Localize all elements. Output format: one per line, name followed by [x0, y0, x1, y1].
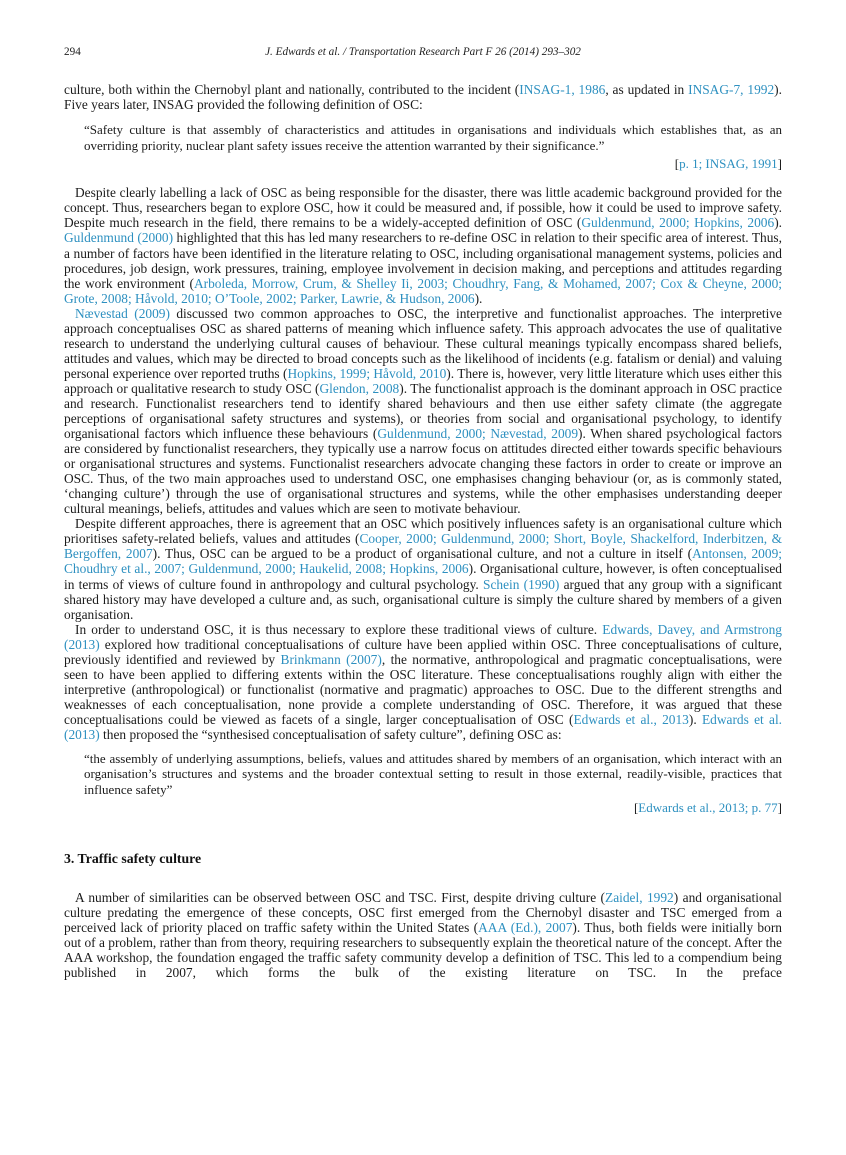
paragraph-traditional-views [64, 622, 782, 742]
text-run: ). [474, 290, 483, 306]
text-run: culture, both within the Chernobyl plant and nationally, contributed to the incident ( [64, 82, 520, 97]
text-run: “Safety culture is that assembly of characteristics and attitudes in organisations and individuals which establishes that, as an overriding priority, nuclear plant safety issues receive the attention warranted by their significance.” [84, 122, 782, 153]
citation-link[interactable]: Guldenmund (2000) [64, 230, 174, 246]
citation-link[interactable]: Brinkmann (2007) [280, 651, 382, 667]
text-run: argued that any group with a significant shared history may have developed a culture and, as such, organisational culture is simply the culture shared by members of a given organisation. [64, 576, 783, 622]
text-run: Despite different approaches, there is agreement that an OSC which positively influences safety is an organisational culture which prioritises safety-related beliefs, values and attitudes ( [64, 516, 782, 547]
citation-link[interactable]: Glendon, 2008 [319, 380, 400, 396]
citation-link[interactable]: INSAG-1, 1986 [519, 82, 606, 97]
page-number: 294 [64, 46, 81, 58]
running-title: J. Edwards et al. / Transportation Research Part F 26 (2014) 293–302 [265, 46, 581, 58]
citation-link[interactable]: Edwards, Davey, and Armstrong (2013) [64, 621, 782, 652]
block-quote-edwards [84, 751, 782, 797]
block-quote-insag [84, 122, 782, 153]
citation-link[interactable]: Schein (1990) [483, 576, 560, 592]
section-heading-traffic-safety-culture: 3. Traffic safety culture [64, 850, 202, 866]
text-run: explored how traditional conceptualisations of culture have been applied within OSC. Three conceptualisations of culture, previously identified and reviewed by [64, 636, 782, 667]
citation-link[interactable]: INSAG-7, 1992 [688, 82, 775, 97]
text-run: [ [674, 155, 680, 171]
text-run: ). [774, 215, 782, 231]
text-run: ] [777, 155, 782, 171]
text-run: ). The functionalist approach is the dominant approach in OSC practice and research. Functionalist researchers tend to identify shared behaviours and then use either safety climate (the aggregate perceptions of organisational safety structures and systems), or theories from social and organisational psychology, to identify organisational factors which influence these behaviours ( [64, 380, 783, 442]
text-run: ). Thus, OSC can be argued to be a product of organisational culture, and not a culture in itself ( [152, 546, 693, 562]
text-run: ). Organisational culture, however, is often conceptualised in terms of views of culture found in anthropology and cultural psychology. [64, 561, 782, 592]
citation-link[interactable]: Arboleda, Morrow, Crum, & Shelley Ii, 2003; Choudhry, Fang, & Mohamed, 2007; Cox & Cheyne, 2000; Grote, 2008; Håvold, 2010; O’Toole, 2002; Parker, Lawrie, & Hudson, 2006 [64, 275, 782, 306]
text-run: ). Thus, both fields were initially born out of a problem, rather than from theory, requiring researchers to subsequently explain the theoretical nature of the concept. After the AAA workshop, the foundation engaged the traffic safety community develop a definition of TSC. This led to a compendium being published in 2007, which forms the bulk of the existing literature on TSC. In the preface [64, 919, 782, 980]
text-run: ). There is, however, very little literature which uses either this approach or qualitative research to study OSC ( [64, 365, 783, 396]
citation-link[interactable]: Cooper, 2000; Guldenmund, 2000; Short, Boyle, Shackelford, Inderbitzen, & Bergoffen, 2007 [64, 531, 782, 562]
paragraph-two-approaches [64, 306, 782, 517]
quote-attribution-edwards [84, 800, 782, 815]
text-run: , the normative, anthropological and pragmatic conceptualisations, were seen to have been applied to differing extents within the OSC literature. These conceptualisations roughly align with either the interpretive (anthropological) or functionalist (normative and pragmatic) approaches to OSC. Due to the different strengths and weaknesses of each conceptualisation, none provide a complete understanding of OSC. Therefore, it was argued that these conceptualisations could be viewed as facets of a single, larger conceptualisation of OSC ( [64, 651, 782, 727]
text-run: Despite clearly labelling a lack of OSC as being responsible for the disaster, there was little academic background provided for the concept. Thus, researchers began to explore OSC, how it could be measured and, if possible, how it could be used to improve safety. Despite much research in the field, there remains to be a widely-accepted definition of OSC ( [64, 185, 782, 231]
citation-link[interactable]: Edwards et al., 2013 [573, 711, 689, 727]
citation-link[interactable]: Zaidel, 1992 [605, 889, 674, 905]
text-run: In order to understand OSC, it is thus necessary to explore these traditional views of culture. [75, 621, 603, 637]
citation-link[interactable]: Antonsen, 2009; Choudhry et al., 2007; Guldenmund, 2000; Haukelid, 2008; Hopkins, 2006 [64, 546, 782, 577]
citation-link[interactable]: Hopkins, 1999; Håvold, 2010 [287, 365, 447, 381]
paragraph-agreement [64, 516, 782, 621]
text-run: , as updated in [605, 82, 689, 97]
citation-link[interactable]: Nævestad (2009) [75, 305, 170, 321]
text-run: ). [688, 711, 702, 727]
text-run: “the assembly of underlying assumptions, beliefs, values and attitudes shared by members of an organisation, which interact with an organisation’s structures and systems and the broader contextual setting to result in those external, readily-visible, practices that influence safety” [84, 751, 782, 797]
citation-link[interactable]: Guldenmund, 2000; Nævestad, 2009 [377, 426, 579, 442]
citation-link[interactable]: Guldenmund, 2000; Hopkins, 2006 [581, 215, 775, 231]
article-body [64, 82, 782, 980]
text-run: discussed two common approaches to OSC, the interpretive and functionalist approaches. The interpretive approach conceptualises OSC as shared patterns of meaning which influence safety. This approach advocates the use of qualitative research to understand the underlying cultural causes of behaviour. These cultural meanings typically encompass shared beliefs, attitudes and values, which may be directed to broad concepts such as the likelihood of incidents (e.g. fatalism or denial) and valuing personal experience over reported truths ( [64, 305, 782, 381]
citation-link[interactable]: Edwards et al., 2013; p. 77 [638, 800, 778, 816]
text-run: then proposed the “synthesised conceptualisation of safety culture”, defining OSC as: [99, 727, 562, 742]
text-run: ) and organisational culture predating the emergence of these concepts, OSC first emerged from the Chernobyl disaster and TSC emerged from a perceived lack of priority placed on traffic safety within the United States ( [64, 889, 782, 935]
text-run: [ [633, 800, 639, 816]
text-run: ). When shared psychological factors are considered by functionalist researchers, they typically use a narrow focus on attitudes directed either towards specific behaviours or organisational structures and systems. Functionalist researchers advocate changing these factors in order to create or improve an OSC. Thus, of the two main approaches used to understand OSC, one emphasises changing behaviour (or, as is commonly stated, ‘changing culture’) through the use of organisational structures and systems, while the other emphasises understanding deeper cultural meanings, beliefs, attitudes and values which are seen to motivate behaviour. [64, 426, 783, 517]
text-run: ). Five years later, INSAG provided the following definition of OSC: [64, 82, 782, 113]
text-run: A number of similarities can be observed between OSC and TSC. First, despite driving culture ( [75, 889, 606, 905]
citation-link[interactable]: AAA (Ed.), 2007 [478, 919, 573, 935]
page-header [64, 46, 782, 61]
text-run: ] [777, 800, 782, 816]
citation-link[interactable]: Edwards et al. (2013) [64, 711, 783, 742]
paragraph-tsc-similarities [64, 890, 782, 980]
quote-attribution-insag [84, 156, 782, 171]
citation-link[interactable]: p. 1; INSAG, 1991 [679, 155, 778, 171]
text-run: highlighted that this has led many researchers to re-define OSC in relation to their specific area of interest. Thus, a number of factors have been identified in the literature relating to OSC, including organisational management systems, policies and procedures, job design, work pressures, training, employee involvement in decision making, and perceptions and attitudes regarding the work environment ( [64, 230, 782, 291]
paragraph-continuation [64, 82, 782, 112]
paragraph-osc-background [64, 185, 782, 305]
